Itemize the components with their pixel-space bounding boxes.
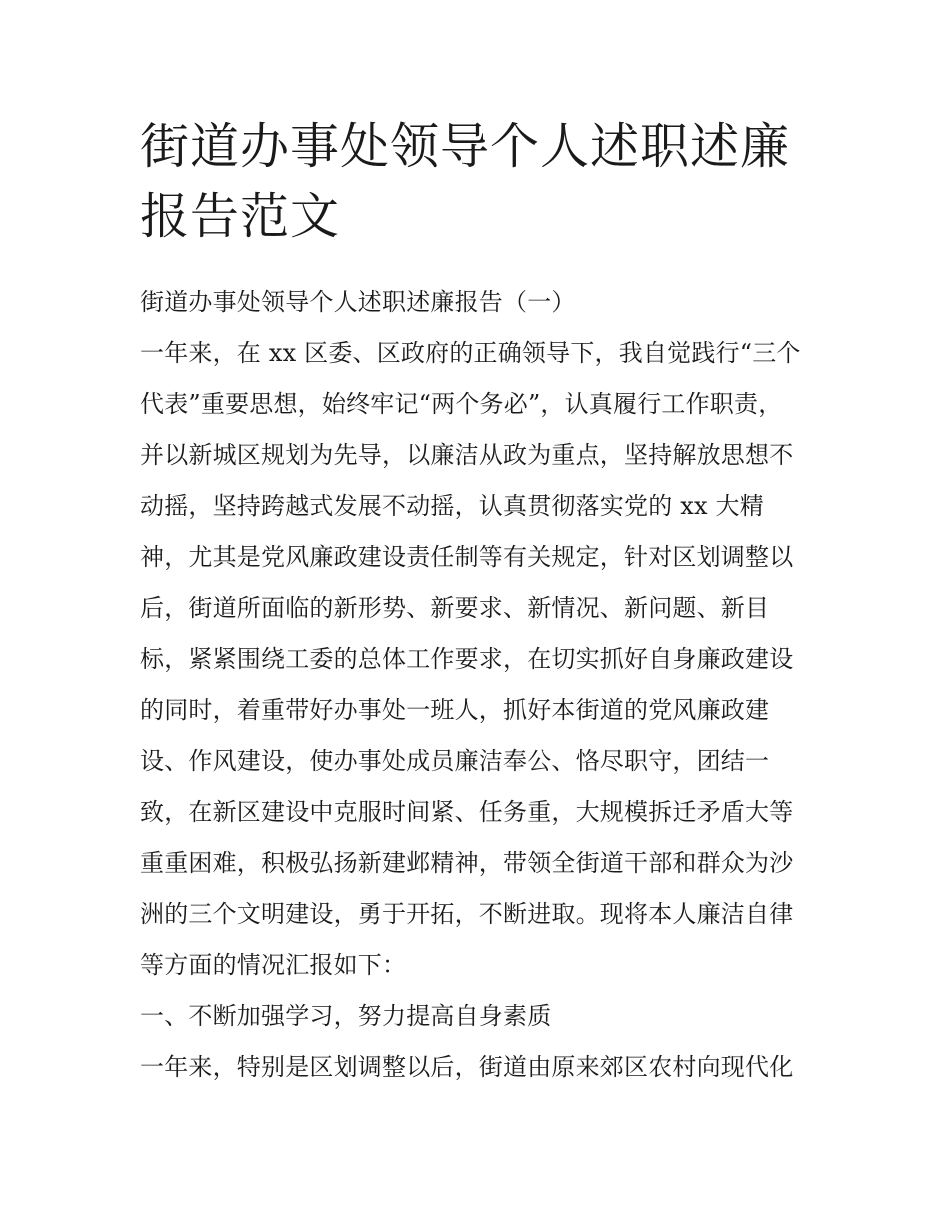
paragraph-line: 的同时，着重带好办事处一班人，抓好本街道的党风廉政建: [140, 696, 770, 724]
title-line: 报告范文: [140, 188, 341, 245]
paragraph-line: 动摇，坚持跨越式发展不动摇，认真贯彻落实党的 xx 大精: [140, 492, 764, 520]
title-line: 街道办事处领导个人述职述廉: [140, 118, 791, 175]
paragraph-line: 并以新城区规划为先导，以廉洁从政为重点，坚持解放思想不: [140, 441, 794, 469]
document-body: [140, 280, 830, 1096]
subtitle: 街道办事处领导个人述职述廉报告（一）: [140, 288, 576, 316]
paragraph-line: 标，紧紧围绕工委的总体工作要求，在切实抓好自身廉政建设: [140, 645, 794, 673]
paragraph-line: 一年来，在 xx 区委、区政府的正确领导下，我自觉践行“三个: [140, 339, 801, 367]
paragraph-line: 后，街道所面临的新形势、新要求、新情况、新问题、新目: [140, 594, 770, 622]
paragraph-line: 代表”重要思想，始终牢记“两个务必”，认真履行工作职责，: [140, 390, 783, 418]
paragraph-line: 致，在新区建设中克服时间紧、任务重，大规模拆迁矛盾大等: [140, 798, 794, 826]
paragraph-line: 重重困难，积极弘扬新建邺精神，带领全街道干部和群众为沙: [140, 849, 794, 877]
section-heading: 一、不断加强学习，努力提高自身素质: [140, 1002, 552, 1030]
paragraph-line: 洲的三个文明建设，勇于开拓，不断进取。现将本人廉洁自律: [140, 900, 794, 928]
paragraph-line: 等方面的情况汇报如下：: [140, 951, 407, 979]
document-title: [140, 112, 820, 252]
paragraph-line: 设、作风建设，使办事处成员廉洁奉公、恪尽职守，团结一: [140, 747, 770, 775]
paragraph-line: 神，尤其是党风廉政建设责任制等有关规定，针对区划调整以: [140, 543, 794, 571]
paragraph-line: 一年来，特别是区划调整以后，街道由原来郊区农村向现代化: [140, 1053, 794, 1081]
